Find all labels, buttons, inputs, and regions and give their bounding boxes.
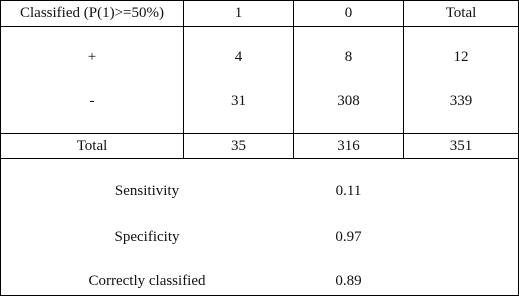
header-label: Classified (P(1)>=50%) <box>20 5 164 21</box>
totals-col-1: 35 <box>231 138 246 154</box>
header-total: Total <box>445 5 477 21</box>
col-divider-2 <box>293 0 294 159</box>
stat-correctly-classified-value: 0.89 <box>335 273 362 289</box>
stat-specificity-value: 0.97 <box>335 229 362 245</box>
col-divider-1 <box>183 0 184 159</box>
row-minus-total: 339 <box>449 93 473 109</box>
totals-bottom-divider <box>0 158 519 159</box>
row-plus-total: 12 <box>453 49 469 65</box>
stat-specificity-label: Specificity <box>114 229 180 245</box>
row-minus-col-1: 31 <box>231 93 246 109</box>
row-minus-col-0: 308 <box>337 93 360 109</box>
totals-label: Total <box>76 138 108 154</box>
stat-correctly-classified-label: Correctly classified <box>88 273 206 289</box>
totals-total: 351 <box>449 138 473 154</box>
border-top <box>0 0 519 1</box>
row-minus-label: - <box>89 93 95 109</box>
totals-top-divider <box>0 133 519 134</box>
header-divider <box>0 26 519 27</box>
col-divider-3 <box>403 0 404 159</box>
stat-sensitivity-label: Sensitivity <box>114 183 180 199</box>
row-plus-label: + <box>87 49 97 65</box>
header-col-1: 1 <box>234 5 243 21</box>
row-plus-col-1: 4 <box>234 49 243 65</box>
header-col-0: 0 <box>344 5 353 21</box>
stat-sensitivity-value: 0.11 <box>335 183 362 199</box>
totals-col-0: 316 <box>337 138 360 154</box>
row-plus-col-0: 8 <box>344 49 353 65</box>
